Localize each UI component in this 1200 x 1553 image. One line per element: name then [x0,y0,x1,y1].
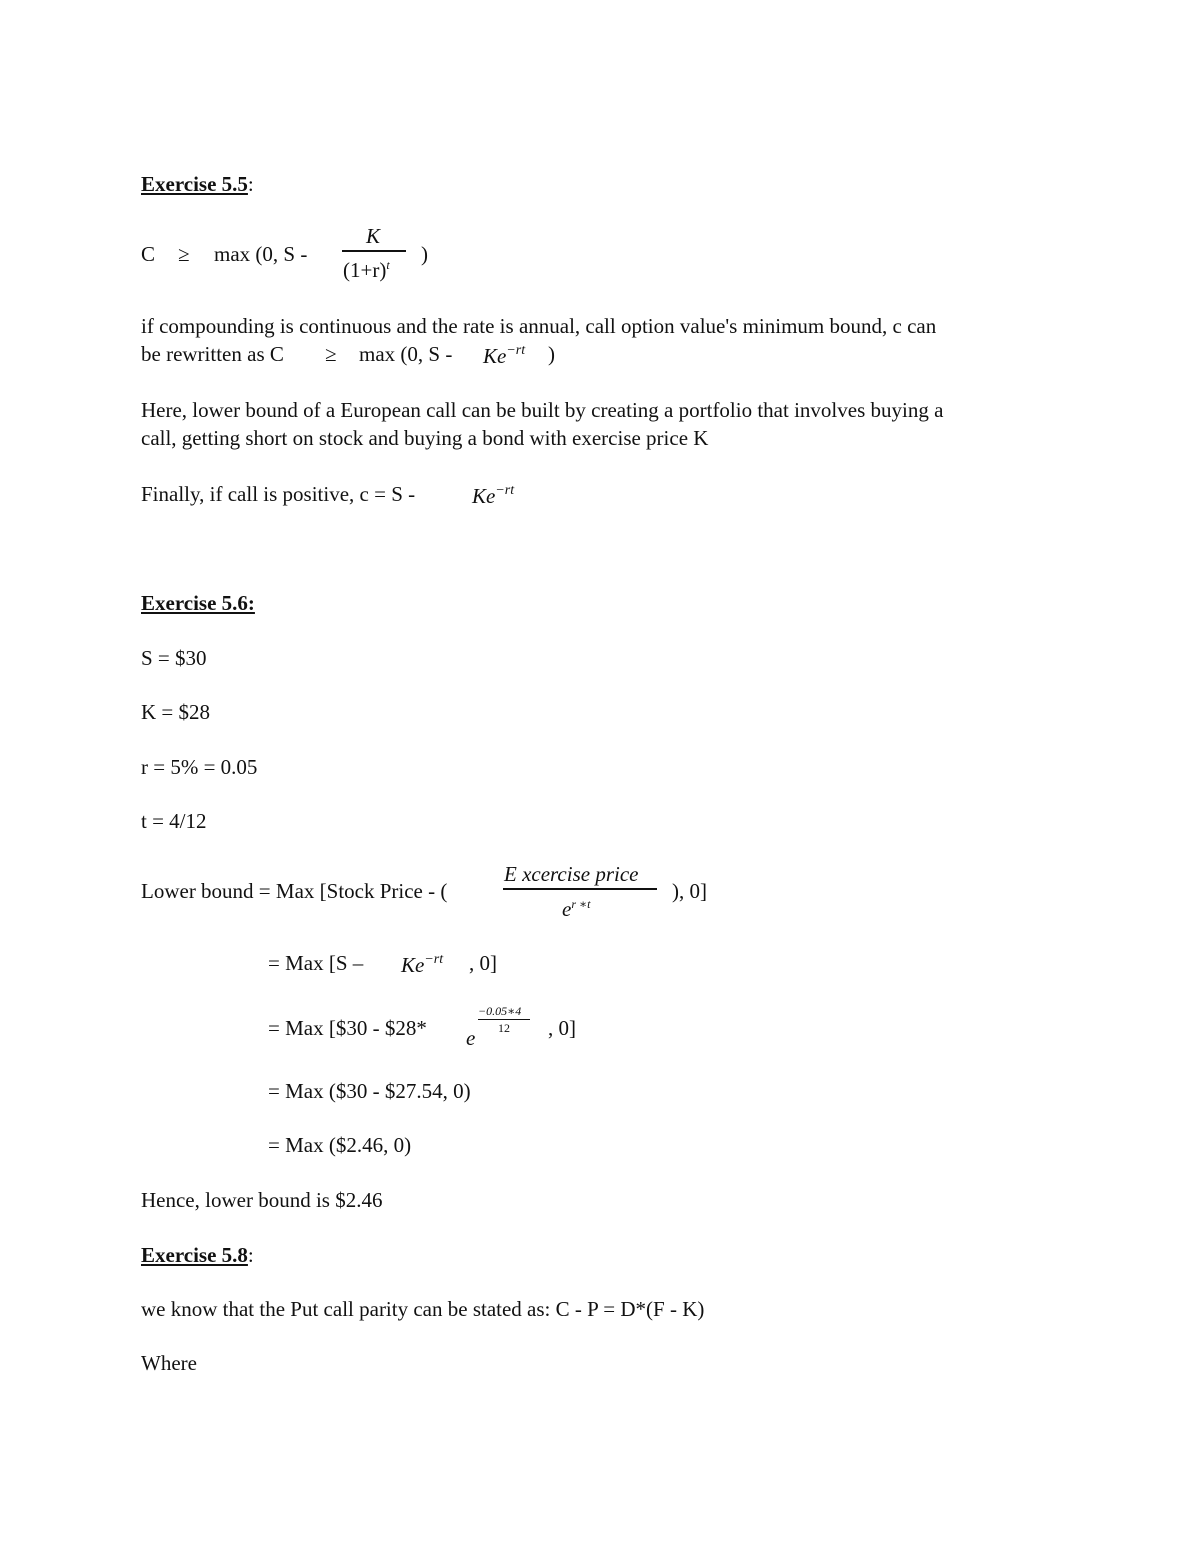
ineq-fraction-bar [342,250,406,252]
paragraph-2-line-2: call, getting short on stock and buying a bond with exercise price K [141,426,709,450]
ineq-max-open: max (0, S - [214,242,308,266]
exercise-5-8-title: Exercise 5.8 [141,1243,248,1267]
given-s: S = $30 [141,646,207,670]
lower-bound-den-exp: r ∗t [571,897,591,911]
step-1-text: = Max [S – [268,951,364,975]
exercise-5-8-heading [141,1245,254,1266]
where-line: Where [141,1351,197,1375]
step-1-ke [401,953,443,976]
paragraph-3-ke-base: Ke [472,484,496,508]
step-4: = Max ($2.46, 0) [268,1133,412,1157]
ineq-fraction-numerator: K [366,224,381,248]
lower-bound-numerator: E xcercise price [504,862,639,886]
given-r: r = 5% = 0.05 [141,755,258,779]
paragraph-1-geq: ≥ [325,342,337,366]
paragraph-3-text: Finally, if call is positive, c = S - [141,482,416,506]
exercise-5-5-title: Exercise 5.5 [141,172,248,196]
exercise-5-5-heading [141,174,254,195]
step-1-tail: , 0] [469,951,497,975]
paragraph-1-line-2b: max (0, S - [359,342,453,366]
exercise-5-8-colon: : [247,1243,254,1267]
lower-bound-denominator [562,898,591,920]
ineq-den-base: (1+r) [343,258,387,282]
exercise-5-6-heading: Exercise 5.6: [141,591,255,615]
paragraph-2-line-1: Here, lower bound of a European call can be built by creating a portfolio that involves buying a [141,398,944,422]
step-2-e: e [466,1026,476,1050]
step-2-tail: , 0] [548,1016,576,1040]
ineq-close: ) [421,242,428,266]
step-1-ke-exp: −rt [424,952,444,967]
lower-bound-close: ), 0] [672,879,707,903]
paragraph-3-ke [472,484,514,507]
step-2-exp-numerator: −0.05∗4 [478,1004,522,1018]
lower-bound-den-base: e [562,897,572,921]
lower-bound-label: Lower bound = Max [Stock Price - ( [141,879,448,903]
ineq-geq: ≥ [178,242,190,266]
step-3: = Max ($30 - $27.54, 0) [268,1079,471,1103]
paragraph-3-ke-exp: −rt [495,483,515,498]
ineq-den-exp: t [386,258,390,272]
paragraph-1-ke [483,344,525,367]
put-call-parity-line: we know that the Put call parity can be stated as: C - P = D*(F - K) [141,1297,705,1321]
exercise-5-5-colon: : [247,172,254,196]
conclusion: Hence, lower bound is $2.46 [141,1188,383,1212]
paragraph-1-ke-exp: −rt [506,343,526,358]
given-t: t = 4/12 [141,809,207,833]
ineq-lhs: C [141,242,156,266]
paragraph-1-line-1: if compounding is continuous and the rate is annual, call option value's minimum bound, c can [141,314,937,338]
step-2-exp-denominator: 12 [498,1021,510,1035]
step-2-exp-fraction-bar [478,1019,530,1020]
given-k: K = $28 [141,700,211,724]
step-2-text: = Max [$30 - $28* [268,1016,427,1040]
ineq-fraction-denominator [343,259,390,281]
paragraph-1-line-2a: be rewritten as C [141,342,284,366]
lower-bound-fraction-bar [503,888,657,890]
paragraph-1-close: ) [548,342,555,366]
step-1-ke-base: Ke [401,953,425,977]
paragraph-1-ke-base: Ke [483,344,507,368]
